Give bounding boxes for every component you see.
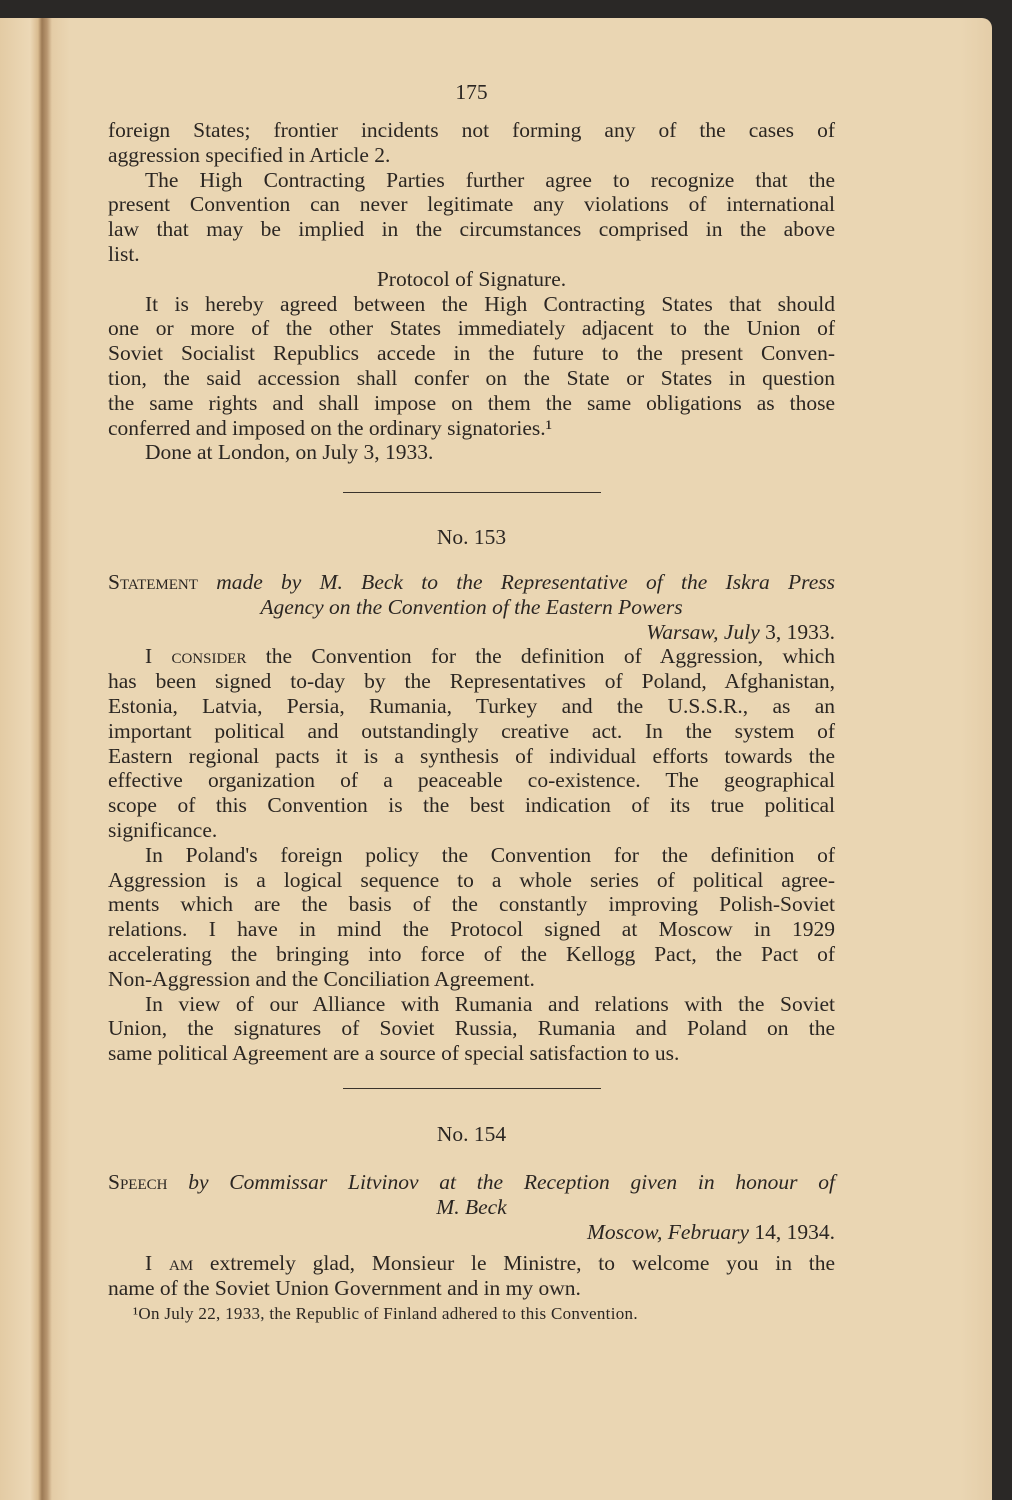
text-line: important political and outstandingly creative act. In the system of	[108, 718, 835, 743]
text-line: In Poland's foreign policy the Convention for the definition of	[145, 842, 835, 867]
text-line	[108, 1220, 835, 1245]
text-line	[108, 1251, 835, 1276]
text-line: No. 154	[436, 1122, 507, 1146]
text-line: ments which are the basis of the constantly improving Polish-Soviet	[108, 892, 835, 917]
text-line: name of the Soviet Union Government and in my own.	[108, 1275, 581, 1300]
text-line: accelerating the bringing into force of the Kellogg Pact, the Pact of	[108, 941, 835, 966]
document-154-heading	[108, 1170, 835, 1244]
text-line: scope of this Convention is the best indication of its true political	[108, 793, 835, 818]
page-number: 175	[455, 80, 488, 104]
text-segment: made by M. Beck to the Representative of the Iskra Press	[197, 570, 835, 594]
text-line: No. 153	[436, 525, 507, 549]
text-line: one or more of the other States immediately adjacent to the Union of	[108, 316, 835, 341]
text-line	[108, 1195, 835, 1220]
divider	[343, 1088, 601, 1089]
document-153-statement	[108, 570, 835, 1066]
text-line: conferred and imposed on the ordinary signatories.¹	[108, 415, 553, 440]
text-line: Estonia, Latvia, Persia, Rumania, Turkey and the U.S.S.R., as an	[108, 693, 835, 718]
text-line: present Convention can never legitimate any violations of international	[108, 192, 835, 217]
text-line: Union, the signatures of Soviet Russia, Rumania and Poland on the	[108, 1016, 835, 1041]
text-line: Done at London, on July 3, 1933.	[145, 440, 434, 465]
text-line	[108, 620, 835, 645]
text-segment: Speech	[108, 1170, 168, 1194]
text-segment: I am	[145, 1251, 194, 1275]
text-line	[108, 570, 835, 595]
text-line: In view of our Alliance with Rumania and relations with the Soviet	[145, 991, 835, 1016]
text-segment: Statement	[108, 570, 198, 594]
text-line	[108, 644, 835, 669]
text-line: the same rights and shall impose on them the same obligations as those	[108, 390, 835, 415]
section-convention-end	[108, 118, 835, 465]
text-line: Aggression is a logical sequence to a whole series of political agree-	[108, 867, 835, 892]
document-number-154	[108, 1122, 835, 1147]
text-line: aggression specified in Article 2.	[108, 142, 391, 167]
text-line: It is hereby agreed between the High Contracting States that should	[145, 291, 835, 316]
text-line: foreign States; frontier incidents not forming any of the cases of	[108, 118, 835, 142]
footnote: ¹On July 22, 1933, the Republic of Finland adhered to this Convention.	[133, 1304, 638, 1323]
text-line: The High Contracting Parties further agree to recognize that the	[145, 167, 835, 192]
text-segment: M. Beck	[436, 1194, 507, 1219]
text-line: significance.	[108, 817, 218, 842]
document-number-153	[108, 525, 835, 550]
text-segment: Moscow, February	[586, 1219, 755, 1244]
text-line: tion, the said accession shall confer on the State or States in question	[108, 365, 835, 390]
document-154-speech	[108, 1251, 835, 1301]
text-line: Protocol of Signature.	[376, 266, 567, 291]
text-line: effective organization of a peaceable co-existence. The geographical	[108, 768, 835, 793]
text-segment: extremely glad, Monsieur le Ministre, to welcome you in the	[193, 1251, 835, 1275]
text-line: Non-Aggression and the Conciliation Agreement.	[108, 966, 535, 991]
text-line: list.	[108, 241, 140, 266]
text-line: law that may be implied in the circumstances comprised in the above	[108, 217, 835, 242]
text-line: Soviet Socialist Republics accede in the future to the present Conven-	[108, 341, 835, 366]
text-segment: 3, 1933.	[765, 619, 835, 644]
text-segment: Warsaw, July	[646, 619, 766, 644]
text-line: same political Agreement are a source of special satisfaction to us.	[108, 1041, 680, 1066]
text-line: Eastern regional pacts it is a synthesis of individual efforts towards the	[108, 743, 835, 768]
text-segment: by Commissar Litvinov at the Reception given in honour of	[167, 1170, 835, 1194]
text-line	[108, 1170, 835, 1195]
text-line: has been signed to-day by the Representatives of Poland, Afghanistan,	[108, 669, 835, 694]
text-segment: Agency on the Convention of the Eastern Powers	[260, 594, 683, 619]
text-segment: I consider	[145, 644, 247, 669]
text-line	[108, 595, 835, 620]
text-segment: the Convention for the definition of Aggression, which	[246, 644, 836, 669]
text-line: relations. I have in mind the Protocol signed at Moscow in 1929	[108, 917, 835, 942]
book-page	[0, 18, 992, 1500]
text-segment: 14, 1934.	[754, 1219, 835, 1244]
divider	[343, 492, 601, 493]
